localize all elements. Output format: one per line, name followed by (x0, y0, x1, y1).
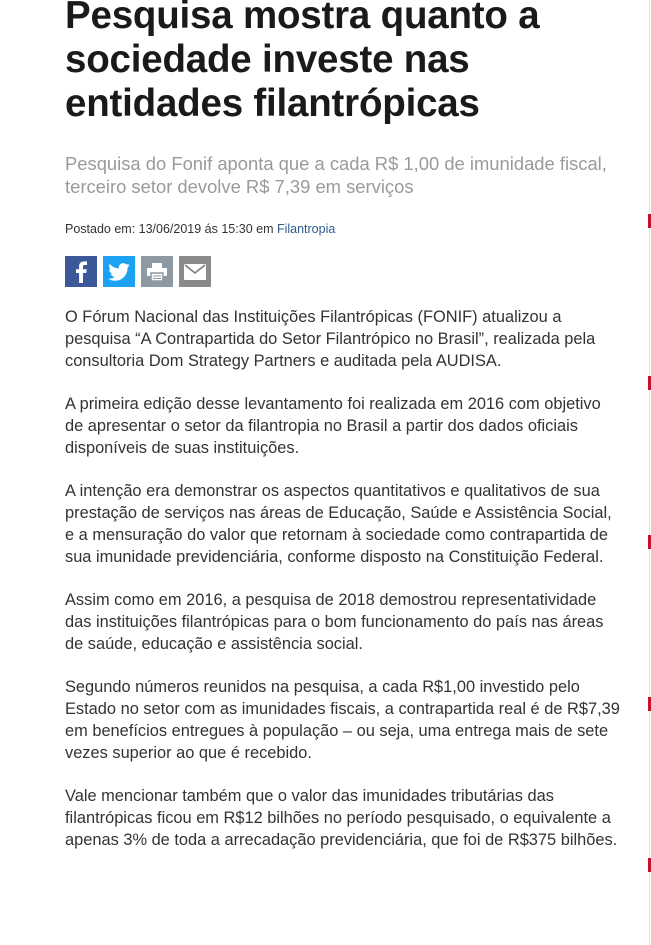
paragraph: Segundo números reunidos na pesquisa, a cada R$1,00 investido pelo Estado no setor com as imunidades fiscais, a contrapartida real é de R$7,39 em benefícios entregues à população – ou seja, uma entrega mais de sete vezes superior ao que é recebido. (65, 678, 620, 762)
article-body (65, 306, 620, 872)
posted-date: Postado em: 13/06/2019 ás 15:30 em (65, 222, 277, 236)
facebook-icon (74, 261, 88, 283)
sidebar-edge (641, 0, 651, 945)
article-title: Pesquisa mostra quanto a sociedade investe nas entidades filantrópicas (65, 0, 540, 125)
paragraph: A intenção era demonstrar os aspectos quantitativos e qualitativos de sua prestação de serviços nas áreas de Educação, Saúde e Assistência Social, e a mensuração do valor que retornam à sociedade como contrapartida de sua imunidade previdenciária, conforme disposto na Constituição Federal. (65, 482, 612, 566)
paragraph: O Fórum Nacional das Instituições Filantrópicas (FONIF) atualizou a pesquisa “A Contrapartida do Setor Filantrópico no Brasil”, realizada pela consultoria Dom Strategy Partners e auditada pela AUDISA. (65, 308, 596, 370)
article-subtitle: Pesquisa do Fonif aponta que a cada R$ 1,00 de imunidade fiscal, terceiro setor devolve R$ 7,39 em serviços (65, 153, 607, 197)
sidebar-divider (649, 0, 650, 945)
twitter-share-button[interactable] (103, 256, 135, 287)
email-icon (184, 264, 206, 280)
print-button[interactable] (141, 256, 173, 287)
paragraph: Assim como em 2016, a pesquisa de 2018 demostrou representatividade das instituições filantrópicas para o bom funcionamento do país nas áreas de saúde, educação e assistência social. (65, 591, 604, 653)
email-share-button[interactable] (179, 256, 211, 287)
twitter-icon (108, 263, 130, 281)
post-meta (65, 222, 335, 236)
facebook-share-button[interactable] (65, 256, 97, 287)
share-bar (65, 256, 211, 287)
paragraph: A primeira edição desse levantamento foi realizada em 2016 com objetivo de apresentar o setor da filantropia no Brasil a partir dos dados oficiais disponíveis de suas instituições. (65, 395, 601, 457)
category-link[interactable]: Filantropia (276, 222, 336, 236)
paragraph: Vale mencionar também que o valor das imunidades tributárias das filantrópicas ficou em R$12 bilhões no período pesquisado, o equivalente a apenas 3% de toda a arrecadação previdenciária, que foi de R$375 bilhões. (65, 787, 618, 849)
print-icon (147, 263, 167, 281)
